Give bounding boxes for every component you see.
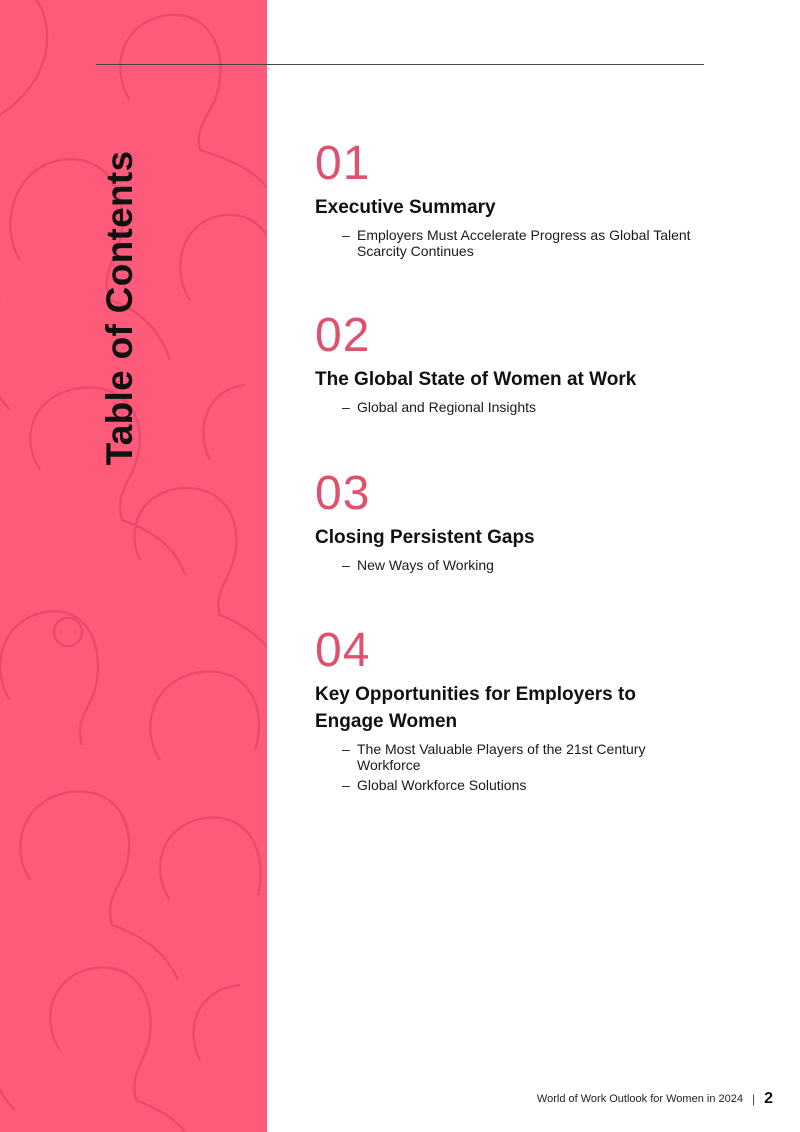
toc-section-03[interactable] <box>315 467 735 577</box>
section-title[interactable]: Key Opportunities for Employers to Engage Women <box>315 684 636 732</box>
toc-section-02[interactable] <box>315 309 735 419</box>
dash-icon: – <box>342 399 350 415</box>
sidebar-title: Table of Contents <box>99 150 140 466</box>
subitem-label: Global Workforce Solutions <box>357 777 527 793</box>
section-number: 04 <box>315 624 371 677</box>
section-subitems <box>315 399 735 415</box>
sidebar-panel <box>0 0 267 1132</box>
dash-icon: – <box>342 227 350 243</box>
section-number: 02 <box>315 309 371 362</box>
page-number: 2 <box>764 1090 773 1107</box>
subitem[interactable] <box>342 399 735 415</box>
toc-section-01[interactable] <box>315 137 735 263</box>
subitem-label: Global and Regional Insights <box>357 399 537 415</box>
section-title[interactable]: Executive Summary <box>315 197 496 218</box>
section-number: 03 <box>315 467 371 520</box>
subitem[interactable] <box>342 741 675 773</box>
footer-separator: | <box>751 1092 756 1106</box>
section-subitems <box>315 557 735 573</box>
section-number: 01 <box>315 137 371 190</box>
section-subitems <box>315 227 735 259</box>
subitem[interactable] <box>342 777 675 793</box>
dash-icon: – <box>342 557 350 573</box>
section-title[interactable]: The Global State of Women at Work <box>315 369 637 390</box>
dash-icon: – <box>342 777 350 793</box>
section-title[interactable]: Closing Persistent Gaps <box>315 527 535 548</box>
subitem-label: Employers Must Accelerate Progress as Global Talent Scarcity Continues <box>357 227 691 259</box>
section-subitems <box>315 741 675 793</box>
subitem-label: New Ways of Working <box>357 557 494 573</box>
footer-text: World of Work Outlook for Women in 2024 <box>536 1093 743 1105</box>
subitem[interactable] <box>342 557 735 573</box>
page-footer <box>537 1090 773 1108</box>
dash-icon: – <box>342 741 350 757</box>
toc-section-04[interactable] <box>315 624 675 797</box>
subitem[interactable] <box>342 227 735 259</box>
top-divider <box>96 64 704 65</box>
subitem-label: The Most Valuable Players of the 21st Century Workforce <box>357 741 646 773</box>
